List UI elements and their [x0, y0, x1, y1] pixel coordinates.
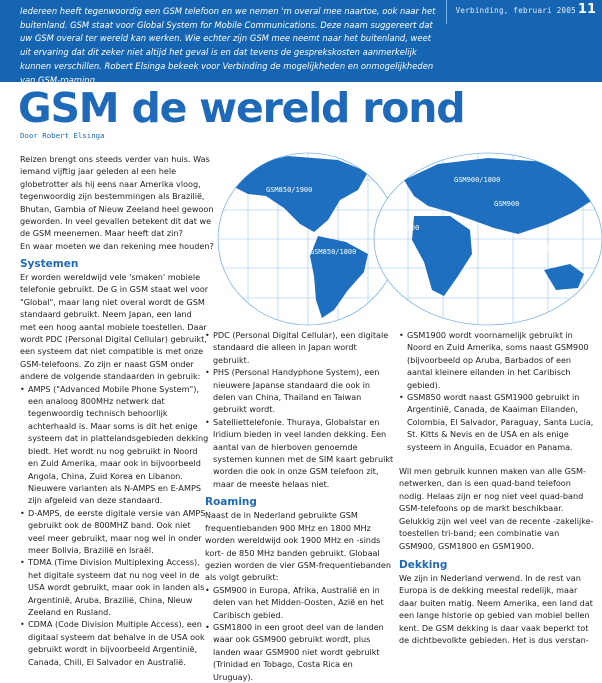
frequency-list — [399, 329, 595, 453]
byline: Door Robert Elsinga — [20, 131, 105, 140]
map-label-africa: GSM900 — [394, 224, 420, 232]
column-2 — [205, 329, 395, 683]
banner-intro-text: Iedereen heeft tegenwoordig een GSM telefoon en we nemen 'm overal mee naartoe, ook naar het buitenland. GSM staat voor Global System for Mobile Communications. Deze naam suggereert dat uw GSM overal ter wereld kan werken. Wie echter zijn GSM mee neemt naar het buitenland, weet uit ervaring dat dit zeker niet altijd het geval is en dat tevens de gesprekskosten aanmerkelijk kunnen verschillen. Robert Elsinga bekeek voor Verbinding de mogelijkheden en onmogelijkheden van GSM-roaming. — [20, 6, 436, 85]
list-item: • Satelliettelefonie. Thuraya, Globalstar en Iridium bieden in veel landen dekking. Een aantal van de hierboven genoemde systemen kunnen met de SIM kaart gebruikt worden die ook in onze GSM telefoon zit, maar de meeste helaas niet. — [205, 416, 395, 490]
heading-roaming: Roaming — [205, 496, 257, 509]
dekking-paragraph: We zijn in Nederland verwend. In de rest van Europa is de dekking meestal redelijk, maar daar buiten matig. Neem Amerika, een land dat een lange historie op gebied van mobiel bellen kent. De GSM dekking is daar vaak beperkt tot de dichtbevolkte gebieden. Het is dus verstan- — [399, 572, 593, 645]
heading-dekking: Dekking — [399, 558, 448, 571]
heading-systemen: Systemen — [20, 258, 79, 270]
issue-label: Verbinding, februari 2005 — [455, 6, 576, 15]
systemen-paragraph: Er worden wereldwijd vele 'smaken' mobiele telefonie gebruikt. De G in GSM staat wel voor "Global", maar lang niet overal wordt de GSM standaard gebruikt. Neem Japan, een land met een hoog aantal mobiele toestellen. Daar wordt PDC (Personal Digital Cellular) gebruikt, een systeem dat niet compatible is met onze GSM-telefoons. Zo zijn er naast GSM onder andere de volgende standaarden in gebruik: — [20, 272, 209, 382]
intro-text: Reizen brengt ons steeds verder van huis. Was iemand vijftig jaar geleden al een hele globetrotter als hij eens naar Amerika vloog, tegenwoordig zijn bestemmingen als Brazilië, Bhutan, Gambia of Nieuw Zeeland heel gewoon geworden. In veel gevallen betekent dit dat we de GSM meenemen. Maar heeft dat zin? — [20, 154, 214, 239]
map-label-asia: GSM900 — [494, 200, 520, 208]
roaming-list — [205, 584, 395, 683]
banner-divider — [446, 0, 447, 24]
list-item: • GSM1800 in een groot deel van de landen waar ook GSM900 gebruikt wordt, plus landen waar GSM900 niet wordt gebruikt (Trinidad en Tobago, Costa Rica en Uruguay). — [205, 621, 395, 683]
intro-paragraph — [20, 153, 217, 252]
systemen-list-continued — [205, 329, 395, 490]
list-item: • CDMA (Code Division Multiple Access), een digitaal systeem dat behalve in de USA ook gebruikt wordt in bijvoorbeeld Argentinië, Canada, Chili, El Salvador en Australië. — [20, 618, 210, 668]
map-label-na: GSM850/1900 — [266, 186, 313, 194]
world-map — [218, 150, 602, 328]
map-lobe-americas — [218, 150, 398, 328]
page-number: 11 — [577, 2, 596, 17]
quadband-paragraph: Wil men gebruik kunnen maken van alle GSM-netwerken, dan is een quad-band telefoon nodig. Helaas zijn er nog niet veel quad-band GSM-telefoons op de markt beschikbaar. Gelukkig zijn wel veel van de recente -zakelijke- toestellen tri-band; een combinatie van GSM900, GSM1800 en GSM1900. — [399, 466, 594, 551]
list-item: • AMPS ("Advanced Mobile Phone System"), een analoog 800MHz netwerk dat tegenwoordig technisch behoorlijk achterhaald is. Maar soms is dit het enige systeem dat in plattelandsgebieden dekking biedt. Het wordt nu nog gebruikt in Noord en Zuid Amerika, maar ook in bijvoorbeeld Angola, China, Zuid Korea en Libanon. Nieuwere varianten als N-AMPS en E-AMPS zijn afgeleid van deze standaard. — [20, 383, 210, 507]
map-label-europe: GSM900/1800 — [454, 176, 501, 184]
list-item: • GSM1900 wordt voornamelijk gebruikt in Noord en Zuid Amerika, soms naast GSM900 (bijvoorbeeld op Aruba, Barbados of een aantal kleinere eilanden in het Caribisch gebied). — [399, 329, 595, 391]
systemen-list — [20, 383, 210, 668]
roaming-paragraph: Naast de in Nederland gebruikte GSM frequentiebanden 900 MHz en 1800 MHz worden wereldwijd ook 1900 MHz en -sinds kort- de 850 MHz banden gebruikt. Globaal gezien worden de vier GSM-frequentiebanden als volgt gebruikt: — [205, 510, 392, 583]
header-banner — [0, 0, 602, 85]
list-item: • GSM850 wordt naast GSM1900 gebruikt in Argentinië, Canada, de Kaaiman Eilanden, Colombia, El Salvador, Paraguay, Santa Lucia, St. Kitts & Nevis en de USA en als enige systeem in Anguila, Ecuador en Panama. — [399, 391, 595, 453]
intro-question: En waar moeten we dan rekening mee houden? — [20, 240, 214, 251]
list-item: • D-AMPS, de eerste digitale versie van AMPS gebruikt ook de 800MHZ band. Ook niet veel meer gebruikt, maar nog wel in onder meer Bolivia, Brazilië en Israël. — [20, 507, 210, 557]
list-item: • PHS (Personal Handyphone System), een nieuwere Japanse standaard die ook in delen van China, Thailand en Taiwan gebruikt wordt. — [205, 366, 395, 416]
map-label-sa: GSM850/1800 — [310, 248, 357, 256]
list-item: • PDC (Personal Digital Cellular), een digitale standaard die alleen in Japan wordt gebruikt. — [205, 329, 395, 366]
list-item: • GSM900 in Europa, Afrika, Australië en in delen van het Midden-Oosten, Azië en het Caribisch gebied. — [205, 584, 395, 621]
column-3 — [399, 329, 595, 646]
list-item: • TDMA (Time Division Multiplexing Access), het digitale systeem dat nu nog veel in de USA wordt gebruikt, maar ook in landen als Argentinië, Aruba, Brazilië, China, Nieuw Zeeland en Rusland. — [20, 556, 210, 618]
column-1 — [20, 257, 210, 668]
map-label-oceania: GSM850/1800 — [536, 244, 583, 252]
article-title: GSM de wereld rond — [18, 84, 465, 132]
